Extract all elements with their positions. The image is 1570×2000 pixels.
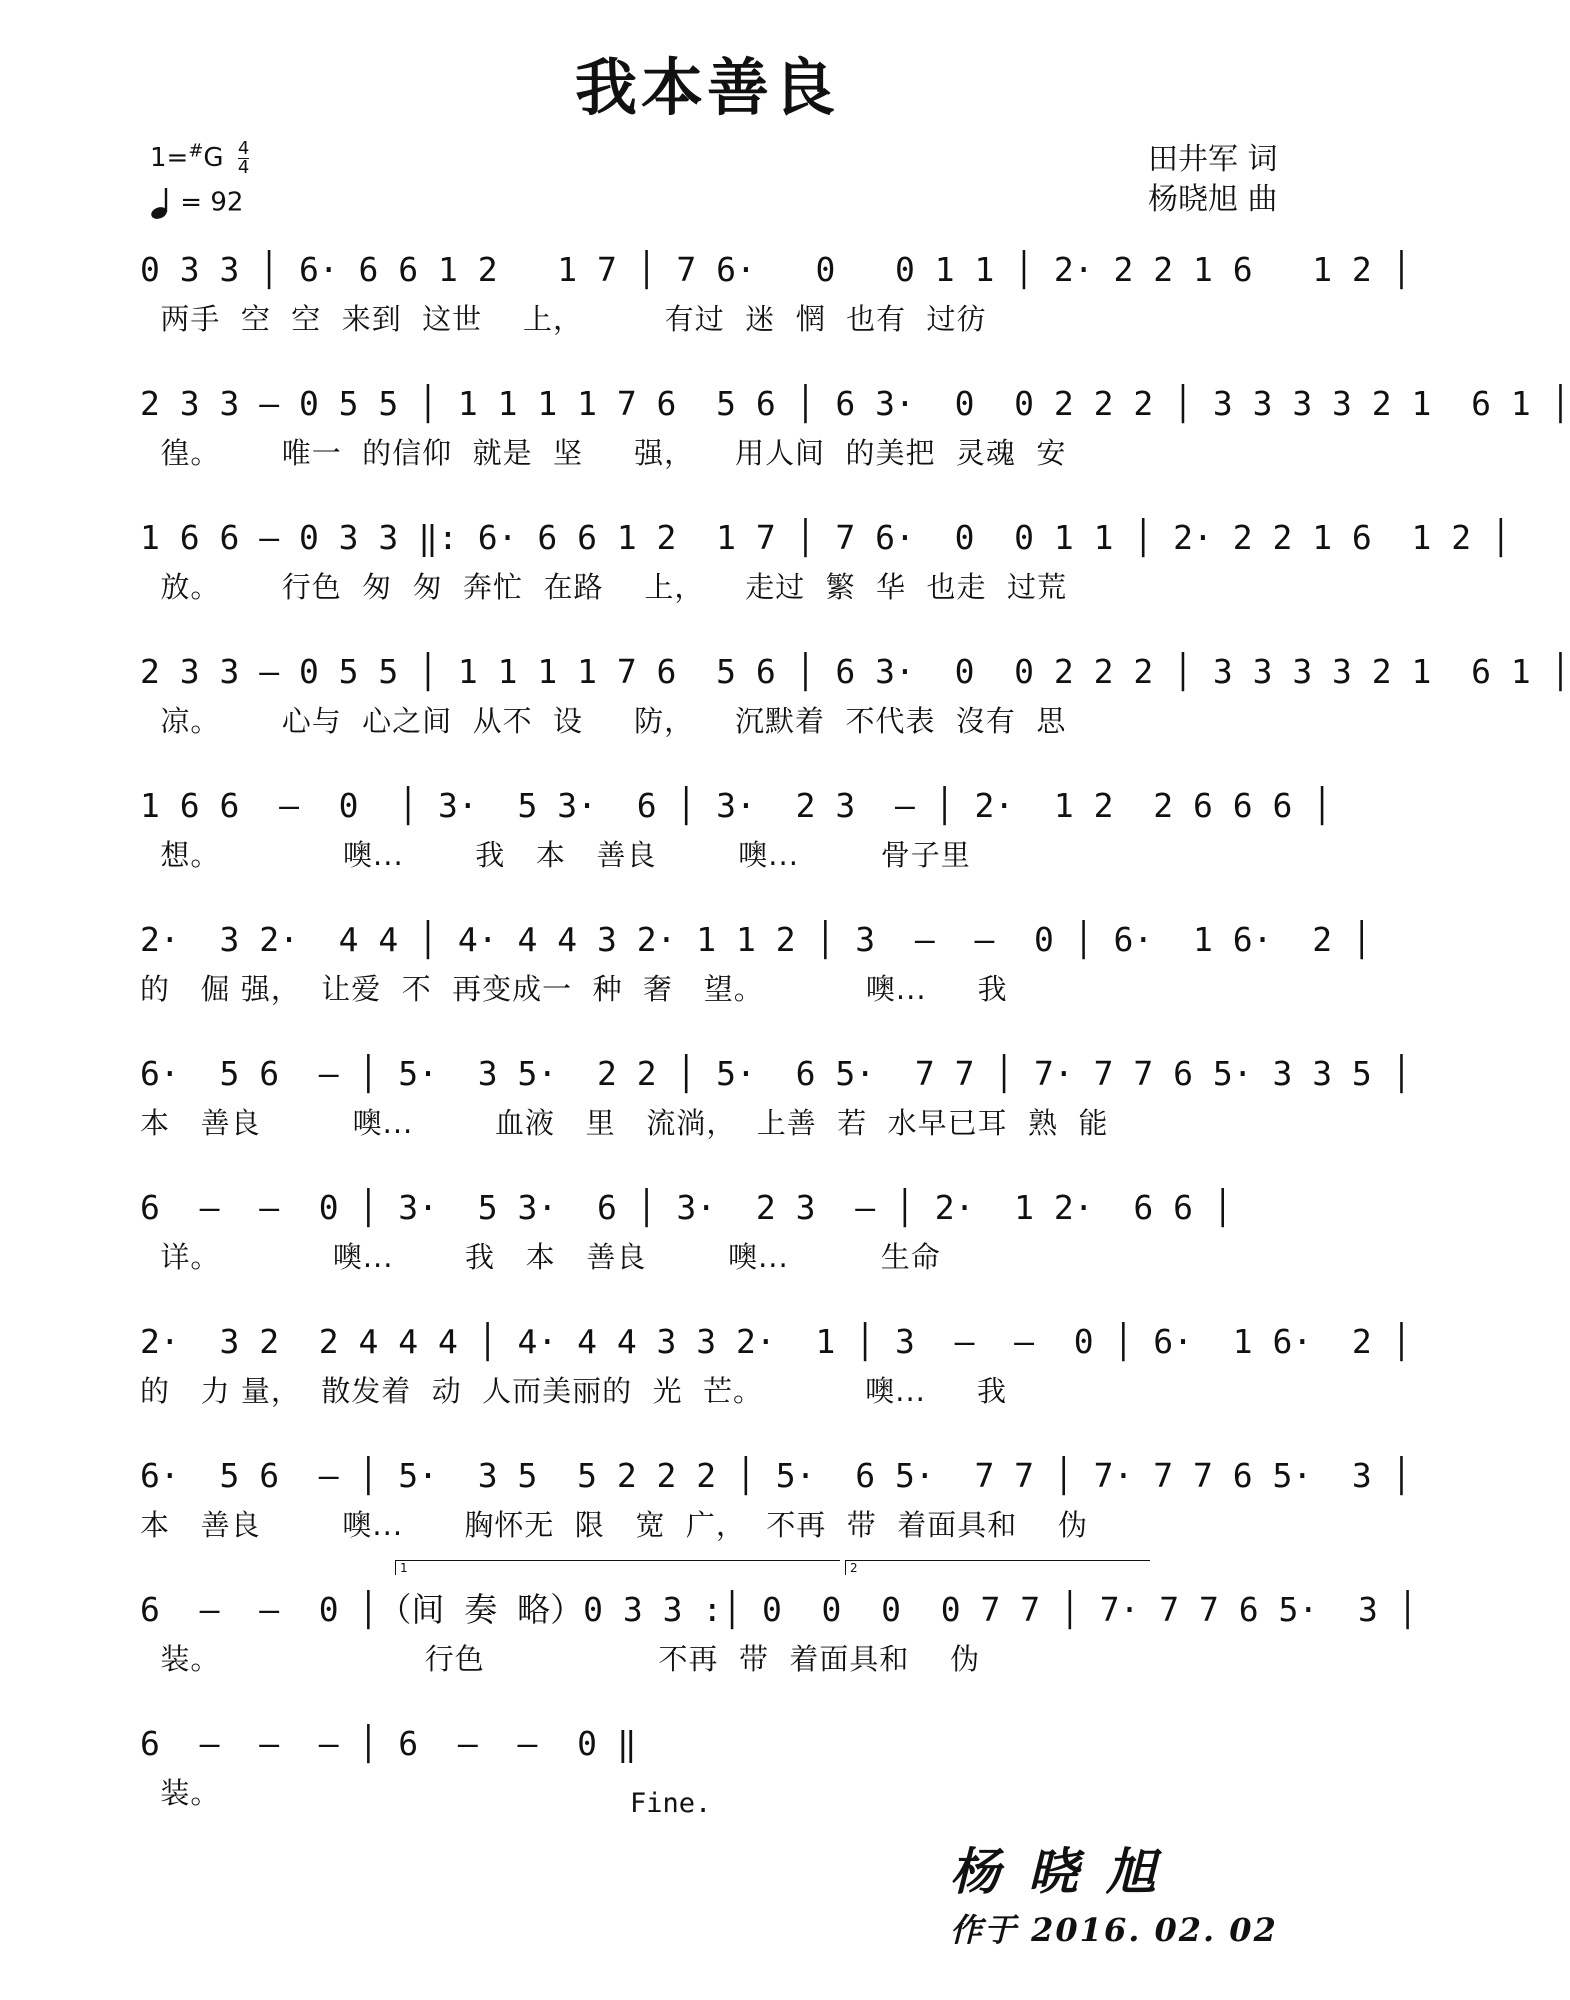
score-system-3 xyxy=(140,508,1511,638)
notation-line: 6· 5 6 — │ 5· 3 5 5 2 2 2 │ 5· 6 5· 7 7 │ 7· 7 7 6 5· 3 │ xyxy=(140,1456,1412,1495)
notation-line: 2 3 3 — 0 5 5 │ 1 1 1 1 7 6 5 6 │ 6 3· 0 0 2 2 2 │ 3 3 3 3 2 1 6 1 │ xyxy=(140,652,1570,691)
tempo-mark xyxy=(150,186,243,220)
time-top: 4 xyxy=(237,138,250,159)
first-ending-bracket: 1 xyxy=(395,1560,840,1575)
score-system-5 xyxy=(140,776,1333,906)
score-system-1 xyxy=(140,240,1412,370)
lyric-line: 装。 xyxy=(140,1776,221,1810)
key-note: G xyxy=(203,143,224,173)
lyric-line: 凉。 心与 心之间 从不 设 防， 沉默着 不代表 沒有 思 xyxy=(140,704,1067,738)
score-system-8 xyxy=(140,1178,1300,1308)
fine-mark: Fine. xyxy=(630,1788,712,1819)
lyric-line: 的 力 量， 散发着 动 人而美丽的 光 芒。 噢... 我 xyxy=(140,1374,1007,1408)
score-system-6 xyxy=(140,910,1372,1040)
tempo-value: = 92 xyxy=(180,187,244,218)
quarter-note-icon xyxy=(150,186,172,220)
notation-line: 1 6 6 — 0 3 3 ‖: 6· 6 6 1 2 1 7 │ 7 6· 0 0 1 1 │ 2· 2 2 1 6 1 2 │ xyxy=(140,518,1511,557)
notation-line: 0 3 3 │ 6· 6 6 1 2 1 7 │ 7 6· 0 0 1 1 │ 2· 2 2 1 6 1 2 │ xyxy=(140,250,1412,289)
lyric-line: 放。 行色 匆 匆 奔忙 在路 上， 走过 繁 华 也走 过荒 xyxy=(140,570,1067,604)
lyric-line: 本 善良 噢... 血液 里 流淌， 上善 若 水早已耳 熟 能 xyxy=(140,1106,1109,1140)
notation-line: 6 — — — │ 6 — — 0 ‖ xyxy=(140,1724,637,1763)
notation-line: 6 — — 0 │ 3· 5 3· 6 │ 3· 2 3 — │ 2· 1 2· 6 6 │ xyxy=(140,1188,1233,1227)
lyricist: 田井军 词 xyxy=(1148,142,1278,177)
song-title: 我本善良 xyxy=(574,51,839,124)
notation-line: 6 — — 0 │（间 奏 略）0 3 3 :│ 0 0 0 0 7 7 │ 7· 7 7 6 5· 3 │ xyxy=(140,1590,1418,1629)
lyric-line: 的 倔 强， 让爱 不 再变成一 种 奢 望。 噢... 我 xyxy=(140,972,1008,1006)
score-system-11 xyxy=(140,1561,1418,1710)
second-ending-bracket: 2 xyxy=(845,1560,1150,1575)
composition-date: 作于 2016. 02. 02 xyxy=(950,1911,1278,1949)
composer: 杨晓旭 曲 xyxy=(1148,182,1278,217)
score-system-4 xyxy=(140,642,1570,772)
score-system-12 xyxy=(140,1714,1300,1844)
score-system-7 xyxy=(140,1044,1412,1174)
lyric-line: 详。 噢... 我 本 善良 噢... 生命 xyxy=(140,1240,941,1274)
lyric-line: 本 善良 噢... 胸怀无 限 宽 广， 不再 带 着面具和 伪 xyxy=(140,1508,1089,1542)
key-prefix: 1= xyxy=(150,143,189,173)
score-system-10 xyxy=(140,1446,1412,1576)
time-signature xyxy=(238,140,249,177)
lyric-line: 两手 空 空 来到 这世 上， 有过 迷 惘 也有 过彷 xyxy=(140,302,987,336)
notation-line: 6· 5 6 — │ 5· 3 5· 2 2 │ 5· 6 5· 7 7 │ 7· 7 7 6 5· 3 3 5 │ xyxy=(140,1054,1412,1093)
notation-line: 2· 3 2· 4 4 │ 4· 4 4 3 2· 1 1 2 │ 3 — — 0 │ 6· 1 6· 2 │ xyxy=(140,920,1372,959)
key-signature xyxy=(150,140,249,177)
notation-line: 2· 3 2 2 4 4 4 │ 4· 4 4 3 3 2· 1 │ 3 — — 0 │ 6· 1 6· 2 │ xyxy=(140,1322,1412,1361)
notation-line: 2 3 3 — 0 5 5 │ 1 1 1 1 7 6 5 6 │ 6 3· 0 0 2 2 2 │ 3 3 3 3 2 1 6 1 │ xyxy=(140,384,1570,423)
notation-line: 1 6 6 — 0 │ 3· 5 3· 6 │ 3· 2 3 — │ 2· 1 2 2 6 6 6 │ xyxy=(140,786,1333,825)
lyric-line: 徨。 唯一 的信仰 就是 坚 强， 用人间 的美把 灵魂 安 xyxy=(140,436,1067,470)
composer-signature: 杨晓旭 xyxy=(950,1842,1184,1901)
credits xyxy=(1148,140,1278,220)
sharp-sign: # xyxy=(188,140,204,162)
score-system-2 xyxy=(140,374,1570,504)
score-system-9 xyxy=(140,1312,1412,1442)
time-bottom: 4 xyxy=(237,157,250,178)
lyric-line: 想。 噢... 我 本 善良 噢... 骨子里 xyxy=(140,838,971,872)
lyric-line: 装。 行色 不再 带 着面具和 伪 xyxy=(140,1642,981,1676)
